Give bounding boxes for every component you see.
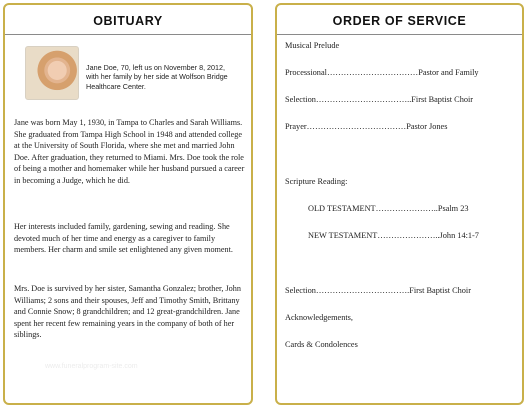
obituary-paragraph: Her interests included family, gardening, sewing and reading. She devoted much of her time and energy as a caregiver to family members. Her charm and smile set enlightened any given moment. bbox=[14, 222, 233, 255]
title-divider bbox=[5, 34, 251, 35]
obituary-panel bbox=[3, 3, 253, 405]
order-of-service-panel bbox=[275, 3, 524, 405]
service-item-processional: Processional……………………………Pastor and Family bbox=[285, 68, 479, 77]
service-item-cards-condolences: Cards & Condolences bbox=[285, 340, 358, 349]
service-item-musical-prelude: Musical Prelude bbox=[285, 41, 340, 50]
service-item-scripture-reading: Scripture Reading: bbox=[285, 177, 348, 186]
order-of-service-title: ORDER OF SERVICE bbox=[332, 14, 467, 28]
portrait-photo bbox=[25, 46, 79, 100]
photo-caption: Jane Doe, 70, left us on November 8, 2012, with her family by her side at Wolfson Bridge Healthcare Center. bbox=[86, 63, 228, 91]
watermark: www.funeralprogram-site.com bbox=[45, 363, 138, 370]
obituary-paragraph: Jane was born May 1, 1930, in Tampa to Charles and Sarah Williams. She graduated from Tampa High School in 1948 and attended college at the University of South Florida, where she met and married John Doe. After graduation, they returned to Miami. Mrs. Doe took the role of being a mother and homemaker while her husband pursued a career in becoming a Judge, which he did. bbox=[14, 118, 245, 185]
service-item-new-testament: NEW TESTAMENT…………………..John 14:1-7 bbox=[308, 231, 479, 240]
obituary-title: OBITUARY bbox=[93, 14, 163, 28]
title-divider bbox=[277, 34, 522, 35]
service-item-prayer: Prayer………………………………Pastor Jones bbox=[285, 122, 448, 131]
service-item-old-testament: OLD TESTAMENT…………………..Psalm 23 bbox=[308, 204, 469, 213]
service-item-acknowledgements: Acknowledgements, bbox=[285, 313, 353, 322]
obituary-paragraph: Mrs. Doe is survived by her sister, Samantha Gonzalez; brother, John Williams; 2 sons and their spouses, Jeff and Timothy Smith, Brittany and Connie Snow; 8 grandchildren; and 12 great-grandchildren. Jane spent her recent few remaining years in the company of both of her siblings. bbox=[14, 284, 241, 340]
service-item-selection: Selection……………………………..First Baptist Choir bbox=[285, 95, 474, 104]
service-item-selection-2: Selection…………………………….First Baptist Choir bbox=[285, 286, 471, 295]
